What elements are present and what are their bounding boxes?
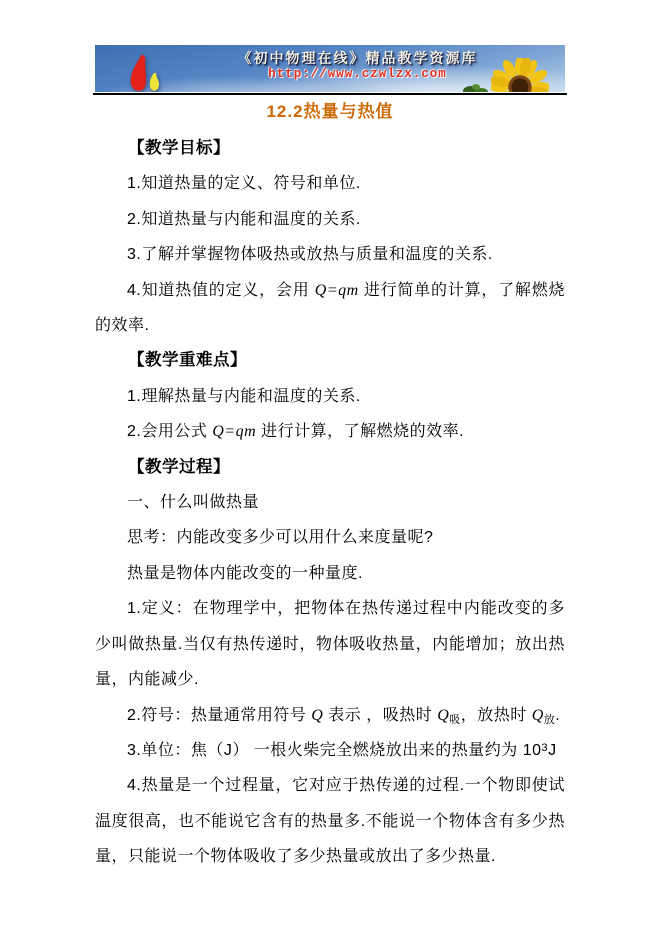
- leaf-icon: [463, 82, 489, 92]
- section-heading: 【教学过程】: [128, 457, 230, 476]
- paragraph: 2.符号：热量通常用符号 Q 表示 ，吸热时 $Q_吸$，放热时 $Q_放$.: [127, 706, 561, 726]
- sunflower-icon: [491, 58, 549, 92]
- paragraph: 1.定义：在物理学中，把物体在热传递过程中内能改变的多少叫做热量.当仅有热传递时，物体吸收热量，内能增加；放出热量，内能减少.: [95, 600, 565, 689]
- paragraph: 一、什么叫做热量: [127, 494, 260, 512]
- document-body: [95, 131, 565, 875]
- paragraph: 1.理解热量与内能和温度的关系.: [127, 387, 361, 405]
- paragraph: 热量是物体内能改变的一种量度.: [127, 564, 363, 582]
- paragraph: 2.知道热量与内能和温度的关系.: [127, 210, 361, 228]
- document-content: [95, 100, 565, 875]
- section-heading: 【教学目标】: [128, 139, 230, 157]
- paragraph: 思考：内能改变多少可以用什么来度量呢?: [127, 529, 434, 547]
- section-heading: 【教学重难点】: [128, 351, 247, 370]
- paragraph: 1.知道热量的定义、符号和单位.: [127, 175, 361, 193]
- banner-site-title: 《初中物理在线》精品教学资源库: [237, 50, 478, 66]
- paragraph: 2.会用公式 Q=qm 进行计算，了解燃烧的效率.: [127, 423, 465, 441]
- paragraph: 4.知道热值的定义，会用 Q=qm 进行简单的计算，了解燃烧的效率.: [95, 281, 565, 335]
- paragraph: 3.了解并掌握物体吸热或放热与质量和温度的关系.: [127, 246, 493, 264]
- header-divider: [93, 93, 567, 95]
- paragraph: 3.单位：焦（J） 一根火柴完全燃烧放出来的热量约为 $10^3J$: [127, 741, 557, 759]
- flame-logo-icon: [125, 53, 165, 92]
- banner-site-url[interactable]: http://www.czwlzx.com: [268, 67, 447, 81]
- banner-text-block: [200, 50, 515, 82]
- paragraph: 4.热量是一个过程量，它对应于热传递的过程.一个物即使试温度很高，也不能说它含有的热量多.不能说一个物体含有多少热量，只能说一个物体吸收了多少热量或放出了多少热量.: [95, 777, 565, 866]
- page-title: 12.2热量与热值: [266, 102, 394, 121]
- site-banner: [95, 45, 565, 92]
